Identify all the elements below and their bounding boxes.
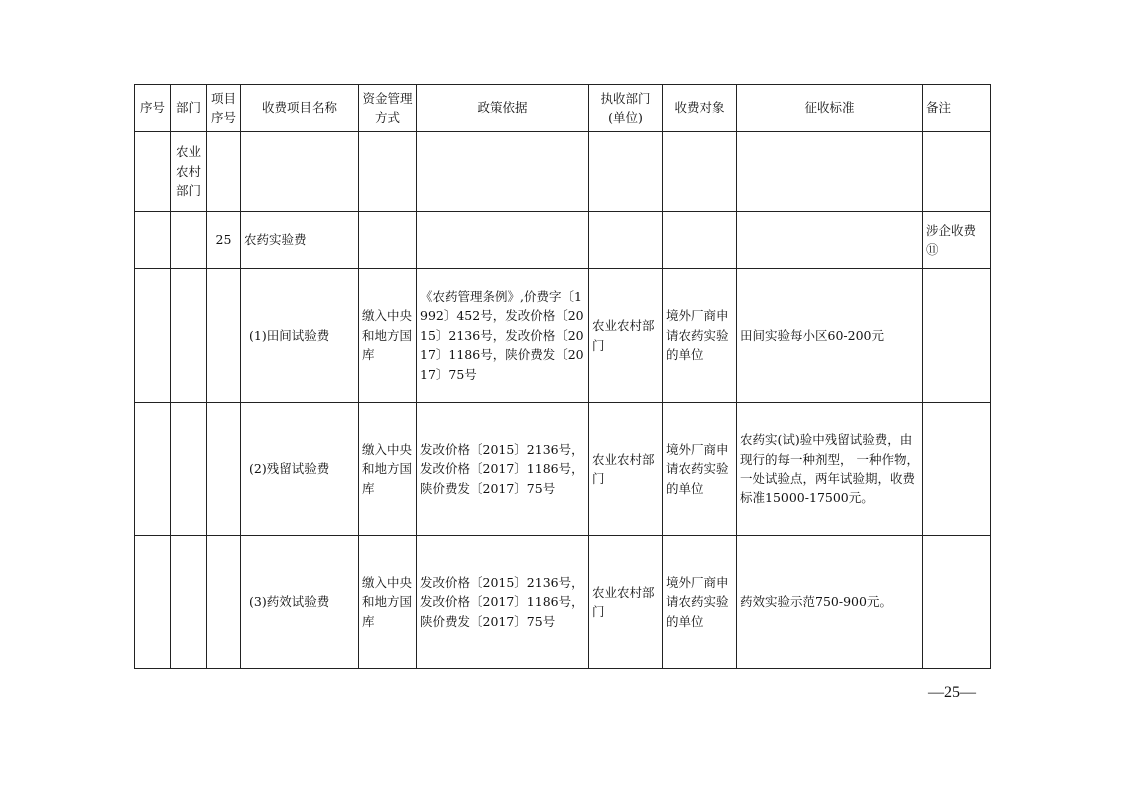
header-payer: 收费对象 (663, 85, 737, 132)
header-seq: 序号 (135, 85, 171, 132)
header-dept: 部门 (171, 85, 207, 132)
header-item-seq: 项目序号 (207, 85, 241, 132)
item-row (135, 212, 991, 269)
item-seq-cell: 25 (207, 212, 241, 269)
page-number: —25— (928, 684, 976, 701)
payer-cell: 境外厂商申请农药实验的单位 (663, 269, 737, 403)
standard-cell: 田间实验每小区60-200元 (737, 269, 923, 403)
table-row (135, 269, 991, 403)
policy-cell: 《农药管理条例》,价费字〔1992〕452号，发改价格〔2015〕2136号，发改价格〔2017〕1186号，陕价费发〔2017〕75号 (417, 269, 589, 403)
header-item-name: 收费项目名称 (241, 85, 359, 132)
sub-item-name: (2)残留试验费 (241, 403, 359, 536)
dept-row (135, 132, 991, 212)
payer-cell: 境外厂商申请农药实验的单位 (663, 536, 737, 669)
sub-item-name: (3)药效试验费 (241, 536, 359, 669)
fund-mgmt-cell: 缴入中央和地方国库 (359, 536, 417, 669)
header-standard: 征收标准 (737, 85, 923, 132)
standard-cell: 农药实(试)验中残留试验费，由现行的每一种剂型， 一种作物， 一处试验点，两年试验期，收费标准15000-17500元。 (737, 403, 923, 536)
fee-table (134, 84, 991, 669)
header-fund-mgmt: 资金管理方式 (359, 85, 417, 132)
payer-cell: 境外厂商申请农药实验的单位 (663, 403, 737, 536)
remark-cell: 涉企收费⑪ (923, 212, 991, 269)
dept-cell: 农业农村部门 (171, 132, 207, 212)
policy-cell: 发改价格〔2015〕2136号，发改价格〔2017〕1186号，陕价费发〔2017〕75号 (417, 403, 589, 536)
policy-cell: 发改价格〔2015〕2136号，发改价格〔2017〕1186号，陕价费发〔2017〕75号 (417, 536, 589, 669)
table-row (135, 403, 991, 536)
header-collector: 执收部门(单位) (589, 85, 663, 132)
table-row (135, 536, 991, 669)
header-remark: 备注 (923, 85, 991, 132)
standard-cell: 药效实验示范750-900元。 (737, 536, 923, 669)
collector-cell: 农业农村部门 (589, 269, 663, 403)
collector-cell: 农业农村部门 (589, 403, 663, 536)
fund-mgmt-cell: 缴入中央和地方国库 (359, 269, 417, 403)
fund-mgmt-cell: 缴入中央和地方国库 (359, 403, 417, 536)
item-name-cell: 农药实验费 (241, 212, 359, 269)
sub-item-name: (1)田间试验费 (241, 269, 359, 403)
header-row (135, 85, 991, 132)
collector-cell: 农业农村部门 (589, 536, 663, 669)
header-policy: 政策依据 (417, 85, 589, 132)
